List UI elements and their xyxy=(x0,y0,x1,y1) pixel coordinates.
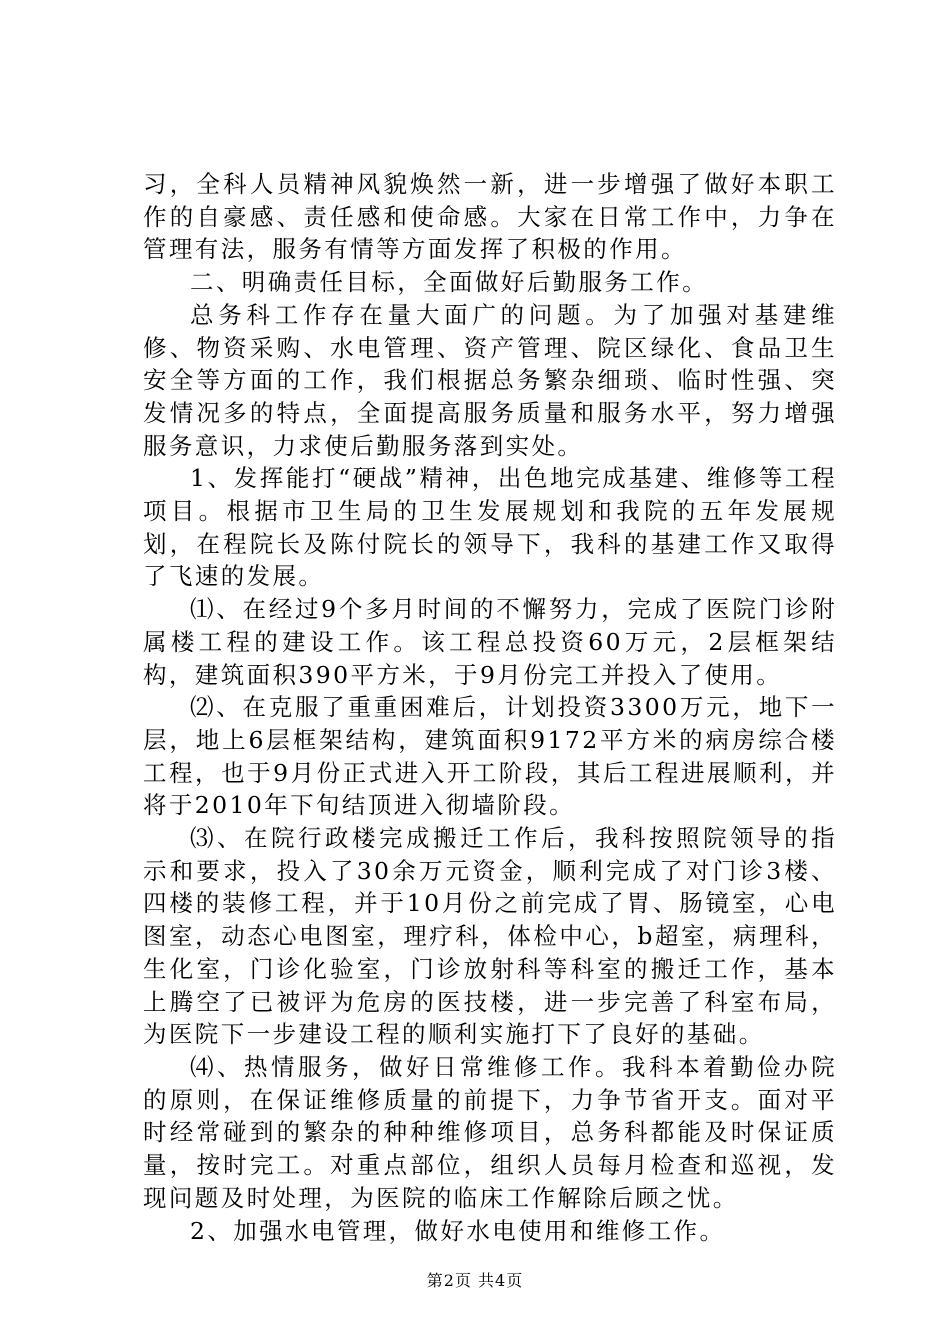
paragraph-3: 总务科工作存在量大面广的问题。为了加强对基建维修、物资采购、水电管理、资产管理、院区绿化、食品卫生安全等方面的工作，我们根据总务繁杂细琐、临时性强、突发情况多的特点，全面提高服务质量和服务水平，努力增强服务意识，力求使后勤服务落到实处。 xyxy=(143,300,837,460)
paragraph-9: 2、加强水电管理，做好水电使用和维修工作。 xyxy=(190,1216,726,1245)
paragraph-6: ⑵、在克服了重重困难后，计划投资3300万元，地下一层，地上6层框架结构，建筑面积9172平方米的病房综合楼工程，也于9月份正式进入开工阶段，其后工程进展顺利，并将于2010年下旬结顶进入彻墙阶段。 xyxy=(143,693,837,820)
page-footer: 第2页 共4页 xyxy=(426,1271,524,1290)
paragraph-4: 1、发挥能打“硬战”精神，出色地完成基建、维修等工程项目。根据市卫生局的卫生发展规划和我院的五年发展规划，在程院长及陈付院长的领导下，我科的基建工作又取得了飞速的发展。 xyxy=(143,464,837,591)
document-body xyxy=(143,168,837,1247)
section-heading-2: 二、明确责任目标，全面做好后勤服务工作。 xyxy=(190,268,708,297)
paragraph-7: ⑶、在院行政楼完成搬迁工作后，我科按照院领导的指示和要求，投入了30余万元资金，顺利完成了对门诊3楼、四楼的装修工程，并于10月份之前完成了胃、肠镜室，心电图室，动态心电图室，理疗科，体检中心，b超室，病理科，生化室，门诊化验室，门诊放射科等科室的搬迁工作，基本上腾空了已被评为危房的医技楼，进一步完善了科室布局，为医院下一步建设工程的顺利实施打下了良好的基础。 xyxy=(143,824,837,1049)
paragraph-5: ⑴、在经过9个多月时间的不懈努力，完成了医院门诊附属楼工程的建设工作。该工程总投资60万元，2层框架结构，建筑面积390平方米，于9月份完工并投入了使用。 xyxy=(143,595,837,689)
paragraph-1: 习，全科人员精神风貌焕然一新，进一步增强了做好本职工作的自豪感、责任感和使命感。大家在日常工作中，力争在管理有法，服务有情等方面发挥了积极的作用。 xyxy=(143,170,837,264)
paragraph-8: ⑷、热情服务，做好日常维修工作。我科本着勤俭办院的原则，在保证维修质量的前提下，力争节省开支。面对平时经常碰到的繁杂的种种维修项目，总务科都能及时保证质量，按时完工。对重点部位，组织人员每月检查和巡视，发现问题及时处理，为医院的临床工作解除后顾之忧。 xyxy=(143,1052,837,1212)
